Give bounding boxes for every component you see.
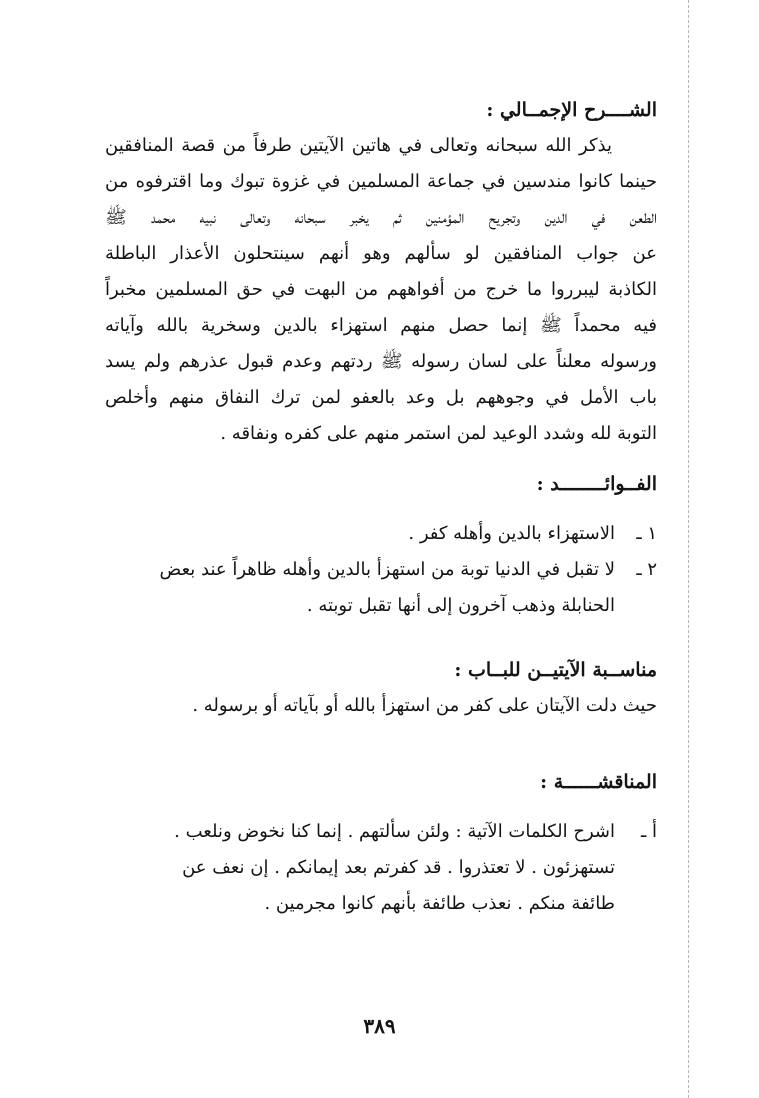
summary-line: الكاذبة ليبرروا ما خرج من أفواههم من البهت في حق المسلمين مخبراً: [105, 279, 657, 300]
relevance-heading: مناســبة الآيتيــن للبــاب :: [454, 659, 657, 681]
list-item-text: الحنابلة وذهب آخرون إلى أنها تقبل توبته .: [306, 595, 615, 616]
summary-heading: الشــــرح الإجمــالي :: [486, 99, 657, 121]
list-item-continuation: [105, 588, 657, 624]
document-page: [105, 92, 657, 922]
summary-line: يذكر الله سبحانه وتعالى في هاتين الآيتين طرفاً من قصة المنافقين: [105, 135, 612, 156]
summary-line: باب الأمل في وجوههم بل وعد بالعفو لمن ترك النفاق منهم وأخلص: [105, 387, 657, 408]
list-item-text: لا تقبل في الدنيا توبة من استهزأ بالدين وأهله ظاهراً عند بعض: [159, 559, 615, 580]
list-item-text: تستهزئون . لا تعتذروا . قد كفرتم بعد إيمانكم . إن نعف عن: [182, 857, 615, 878]
page-number: ٣٨٩: [363, 1014, 396, 1038]
discussion-heading: المناقشــــــة :: [540, 771, 657, 793]
list-item: [105, 814, 657, 850]
list-item-text: الاستهزاء بالدين وأهله كفر .: [408, 523, 615, 544]
summary-paragraph: [105, 128, 657, 452]
benefits-heading: الفــوائــــــــد :: [536, 473, 657, 495]
summary-line: ورسوله معلناً على لسان رسوله ﷺ ردتهم وعدم قبول عذرهم ولم يسد: [105, 351, 657, 372]
list-item-text: اشرح الكلمات الآتية : ولئن سألتهم . إنما كنا نخوض ونلعب .: [174, 821, 615, 842]
list-item-number: ٢ ـ: [636, 559, 657, 580]
summary-line: حينما كانوا مندسين في جماعة المسلمين في غزوة تبوك وما اقترفوه من: [105, 171, 657, 192]
list-item-continuation: [105, 886, 657, 922]
page-edge-dashed-line: [688, 0, 689, 1098]
summary-line: عن جواب المنافقين لو سألهم وهو أنهم سينتحلون الأعذار الباطلة: [105, 243, 657, 264]
list-item-label: أ ـ: [641, 821, 657, 842]
list-item: [105, 516, 657, 552]
list-item: [105, 552, 657, 588]
benefits-list: [105, 516, 657, 624]
summary-line: الطعن في الدين وتجريح المؤمنين ثم يخبر سبحانه وتعالى نبيه محمد ﷺ: [105, 207, 657, 228]
list-item-text: طائفة منكم . نعذب طائفة بأنهم كانوا مجرمين .: [264, 893, 615, 914]
list-item-number: ١ ـ: [636, 523, 657, 544]
list-item-continuation: [105, 850, 657, 886]
summary-line: التوبة لله وشدد الوعيد لمن استمر منهم على كفره ونفاقه .: [220, 423, 657, 444]
discussion-list: [105, 814, 657, 922]
relevance-text: حيث دلت الآيتان على كفر من استهزأ بالله أو بآياته أو برسوله .: [192, 695, 657, 716]
summary-line: فيه محمداً ﷺ إنما حصل منهم استهزاء بالدين وسخرية بالله وآياته: [105, 315, 657, 336]
